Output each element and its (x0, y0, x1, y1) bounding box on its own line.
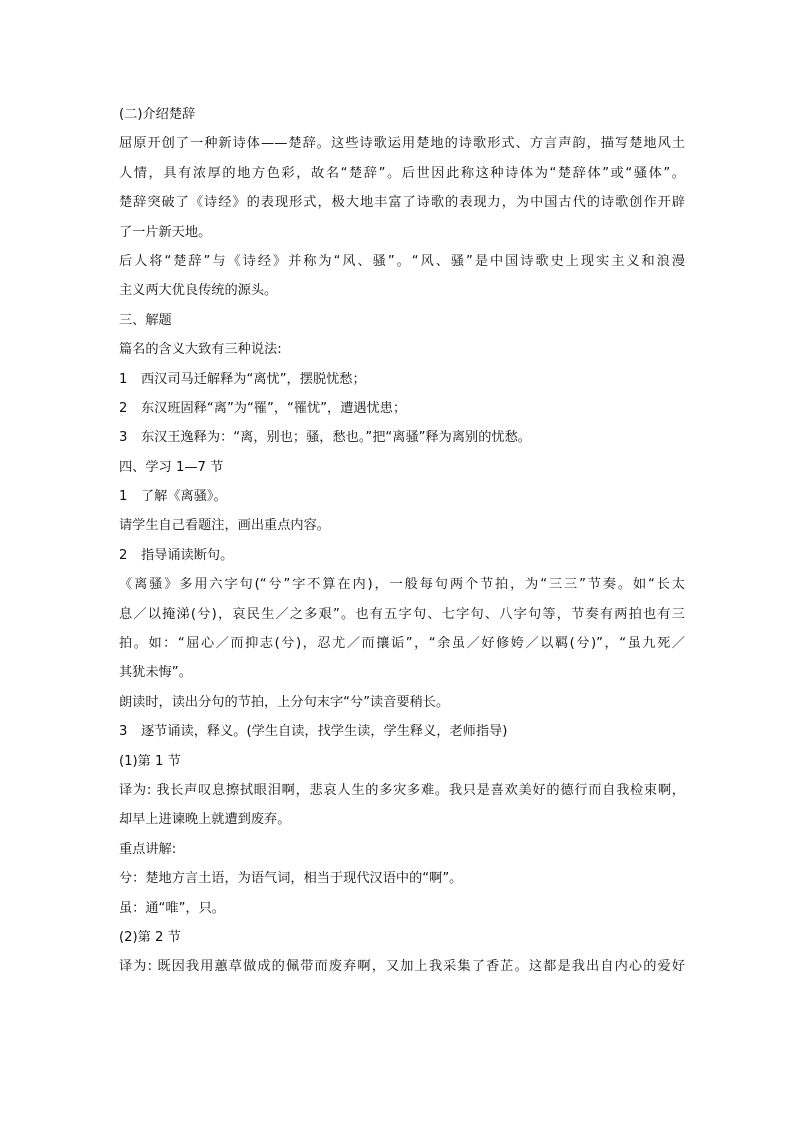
text-line (119, 306, 685, 335)
text-line (119, 658, 685, 687)
list-number: 1 (119, 489, 128, 505)
line-text: 译为: 我长声叹息擦拭眼泪啊，悲哀人生的多灾多难。我只是喜欢美好的德行而自我检束啊， (119, 782, 685, 798)
text-line (119, 218, 685, 247)
list-number: 2 (119, 400, 128, 416)
line-text: 《离骚》多用六字句(“兮”字不算在内)，一般每句两个节拍，为“三三”节奏。如“长太 (119, 577, 685, 593)
line-text: 拍。如：“屈心／而抑志(兮)，忍尤／而攘诟”，“余虽／好修姱／以羁(兮)”，“虽九死／ (119, 636, 685, 652)
text-line (119, 188, 685, 217)
line-text: (二)介绍楚辞 (119, 107, 196, 122)
text-line (119, 365, 685, 394)
line-text: 三、解题 (119, 312, 172, 328)
line-text: 息／以掩涕(兮)，哀民生／之多艰”。也有五字句、七字句、八字句等，节奏有两拍也有三 (119, 606, 685, 622)
line-text: 重点讲解: (119, 841, 177, 857)
text-line (119, 894, 685, 923)
text-line (119, 247, 685, 276)
text-line (119, 923, 685, 952)
text-line (119, 394, 685, 423)
text-line (119, 100, 685, 129)
text-line (119, 600, 685, 629)
line-text: 四、学习 1—7 节 (119, 459, 224, 475)
text-line (119, 864, 685, 893)
line-text: 朗读时，读出分句的节拍，上分句末字“兮”读音要稍长。 (119, 694, 450, 710)
list-number: 3 (119, 430, 128, 446)
list-number: 1 (119, 371, 128, 387)
text-line (119, 453, 685, 482)
text-line (119, 423, 685, 452)
line-text: 人情，具有浓厚的地方色彩，故名“楚辞”。后世因此称这种诗体为“楚辞体”或“骚体”。 (119, 165, 685, 181)
text-line (119, 952, 685, 981)
text-line (119, 747, 685, 776)
text-line (119, 688, 685, 717)
text-line (119, 482, 685, 511)
text-line (119, 541, 685, 570)
line-text: 了解《离骚》。 (141, 489, 227, 505)
line-text: 请学生自己看题注，画出重点内容。 (119, 518, 330, 534)
text-line (119, 159, 685, 188)
line-text: 其犹未悔”。 (119, 665, 192, 681)
text-line (119, 335, 685, 364)
document-page (119, 100, 685, 982)
list-number: 3 (119, 724, 128, 740)
line-text: 西汉司马迁解释为“离忧”，摆脱忧愁； (141, 371, 366, 387)
text-line (119, 129, 685, 158)
line-text: 译为: 既因我用蕙草做成的佩带而废弃啊，又加上我采集了香芷。这都是我出自内心的爱好 (119, 959, 685, 975)
text-line (119, 717, 685, 746)
line-text: (2)第 2 节 (119, 929, 181, 945)
line-text: 篇名的含义大致有三种说法: (119, 342, 282, 358)
list-number: 2 (119, 547, 128, 563)
line-text: 后人将“楚辞”与《诗经》并称为“风、骚”。“风、骚”是中国诗歌史上现实主义和浪漫 (119, 253, 685, 269)
text-line (119, 835, 685, 864)
text-line (119, 276, 685, 305)
line-text: 东汉班固释“离”为“罹”，“罹忧”，遭遇忧患； (141, 400, 407, 416)
line-text: 屈原开创了一种新诗体——楚辞。这些诗歌运用楚地的诗歌形式、方言声韵，描写楚地风土 (119, 136, 685, 152)
text-line (119, 629, 685, 658)
text-line (119, 805, 685, 834)
line-text: 主义两大优良传统的源头。 (119, 283, 278, 299)
line-text: 了一片新天地。 (119, 224, 212, 240)
text-line (119, 570, 685, 599)
line-text: 逐节诵读，释义。(学生自读，找学生读，学生释义，老师指导) (141, 724, 508, 740)
line-text: 兮：楚地方言土语，为语气词，相当于现代汉语中的“啊”。 (119, 871, 463, 887)
text-line (119, 511, 685, 540)
line-text: 却早上进谏晚上就遭到废弃。 (119, 812, 291, 828)
text-line (119, 776, 685, 805)
line-text: 楚辞突破了《诗经》的表现形式，极大地丰富了诗歌的表现力，为中国古代的诗歌创作开辟 (119, 195, 685, 211)
line-text: 东汉王逸释为：“离，别也；骚，愁也。”把“离骚”释为离别的忧愁。 (141, 430, 531, 446)
line-text: 指导诵读断句。 (141, 547, 234, 563)
line-text: 虽：通“唯”，只。 (119, 900, 225, 916)
line-text: (1)第 1 节 (119, 753, 181, 769)
